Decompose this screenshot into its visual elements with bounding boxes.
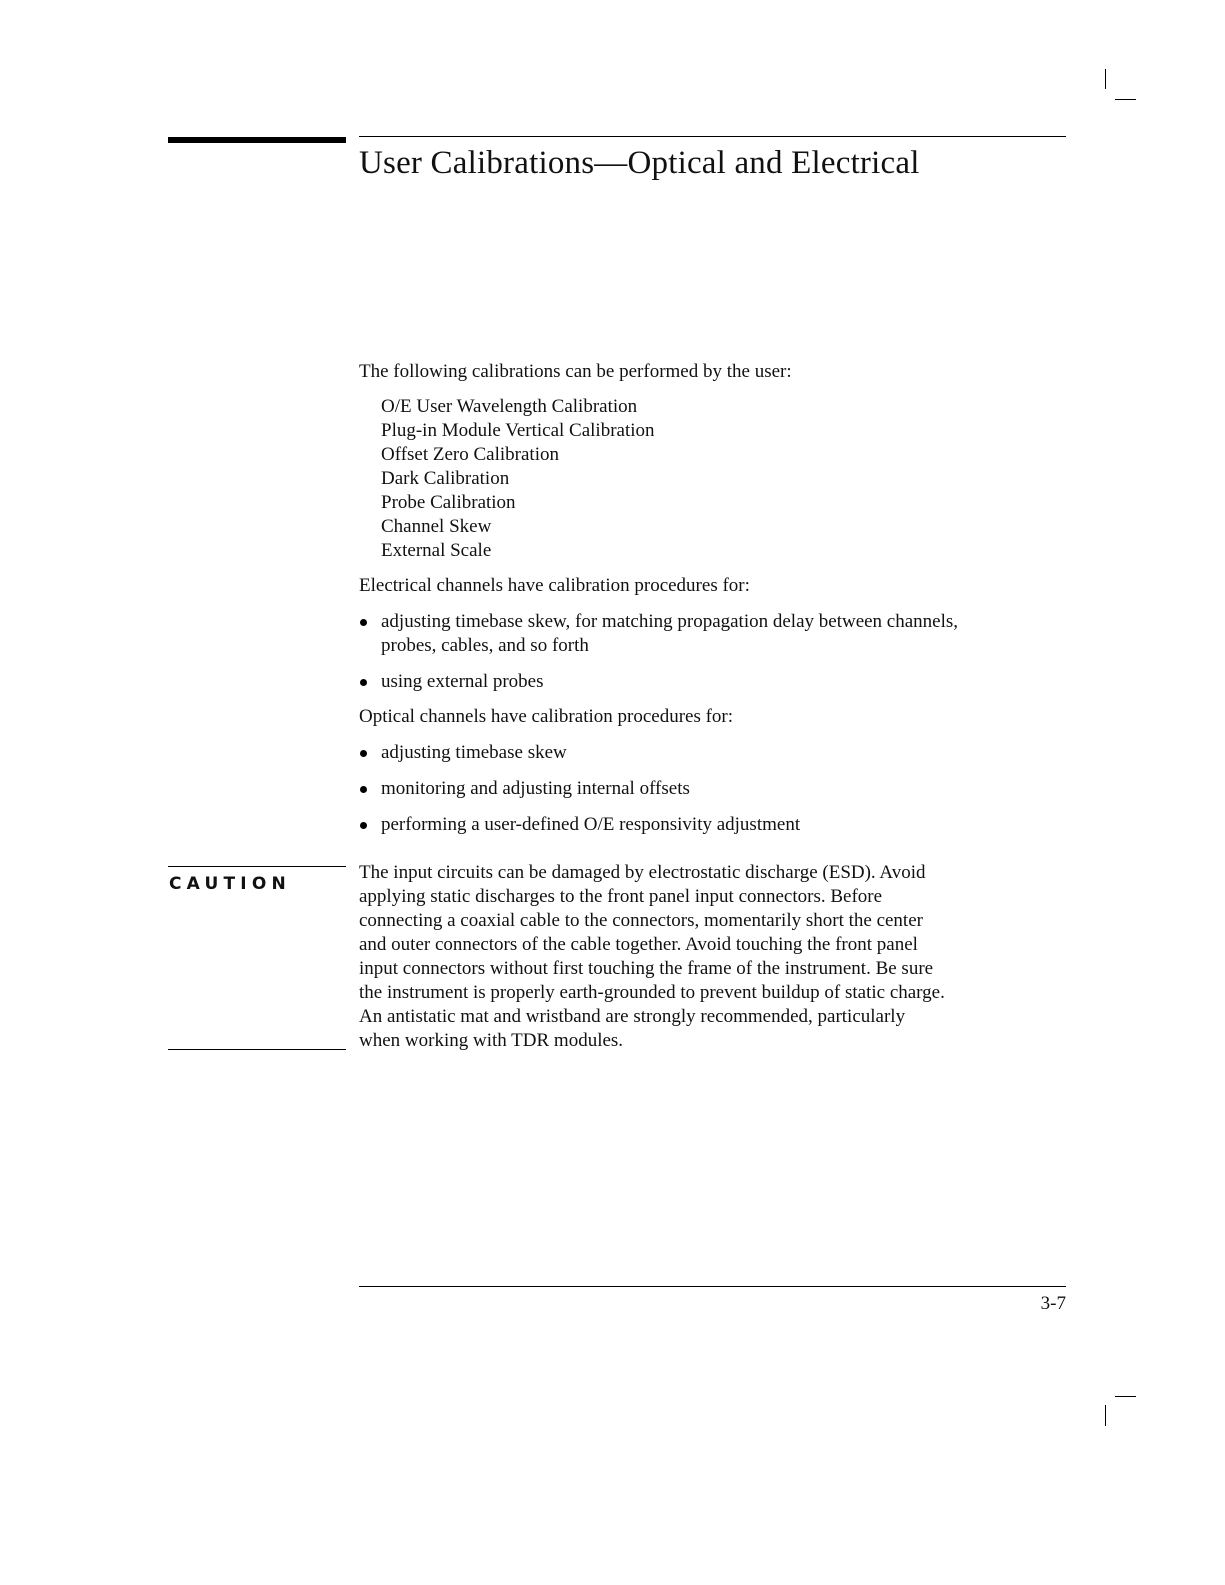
- electrical-bullet-text: using external probes: [381, 671, 544, 692]
- calibration-item: Probe Calibration: [381, 492, 516, 513]
- bullet-icon: [360, 619, 367, 626]
- bullet-icon: [360, 822, 367, 829]
- page-number: 3-7: [1040, 1293, 1066, 1314]
- title-bar: [168, 137, 346, 143]
- calibration-item: External Scale: [381, 540, 492, 561]
- optical-bullet-text: performing a user-defined O/E responsivity adjustment: [381, 814, 801, 835]
- optical-bullet-text: monitoring and adjusting internal offsets: [381, 778, 690, 799]
- caution-text: [359, 861, 1079, 1053]
- crop-mark-top-right-horizontal: [1115, 99, 1136, 100]
- crop-mark-bottom-right-vertical: [1105, 1405, 1106, 1426]
- caution-line: input connectors without first touching the frame of the instrument. Be sure: [359, 958, 934, 979]
- calibration-item: Channel Skew: [381, 516, 492, 537]
- caution-line: and outer connectors of the cable together. Avoid touching the front panel: [359, 934, 918, 955]
- calibration-item: O/E User Wavelength Calibration: [381, 396, 638, 417]
- caution-line: when working with TDR modules.: [359, 1030, 624, 1051]
- caution-line: the instrument is properly earth-grounded to prevent buildup of static charge.: [359, 982, 945, 1003]
- bullet-icon: [360, 750, 367, 757]
- caution-top-rule: [168, 866, 346, 867]
- caution-bottom-rule: [168, 1049, 346, 1050]
- electrical-bullet-text: adjusting timebase skew, for matching propagation delay between channels,: [381, 611, 959, 632]
- optical-heading: Optical channels have calibration procedures for:: [359, 706, 734, 727]
- crop-mark-bottom-right-horizontal: [1115, 1396, 1136, 1397]
- title-rule: [359, 136, 1066, 137]
- optical-bullet-text: adjusting timebase skew: [381, 742, 567, 763]
- calibration-item: Dark Calibration: [381, 468, 510, 489]
- electrical-bullet-text-continued: probes, cables, and so forth: [381, 635, 589, 656]
- caution-line: applying static discharges to the front panel input connectors. Before: [359, 886, 883, 907]
- caution-label: CAUTION: [169, 874, 291, 894]
- electrical-heading: Electrical channels have calibration procedures for:: [359, 575, 750, 596]
- intro-text: The following calibrations can be performed by the user:: [359, 361, 792, 382]
- footer-rule: [359, 1286, 1066, 1287]
- crop-mark-top-right-vertical: [1105, 69, 1106, 89]
- caution-line: connecting a coaxial cable to the connectors, momentarily short the center: [359, 910, 923, 931]
- caution-line: An antistatic mat and wristband are strongly recommended, particularly: [359, 1006, 906, 1027]
- bullet-icon: [360, 679, 367, 686]
- page-title: User Calibrations—Optical and Electrical: [359, 145, 920, 181]
- bullet-icon: [360, 786, 367, 793]
- caution-line: The input circuits can be damaged by electrostatic discharge (ESD). Avoid: [359, 862, 926, 883]
- calibration-item: Plug-in Module Vertical Calibration: [381, 420, 655, 441]
- calibration-item: Offset Zero Calibration: [381, 444, 559, 465]
